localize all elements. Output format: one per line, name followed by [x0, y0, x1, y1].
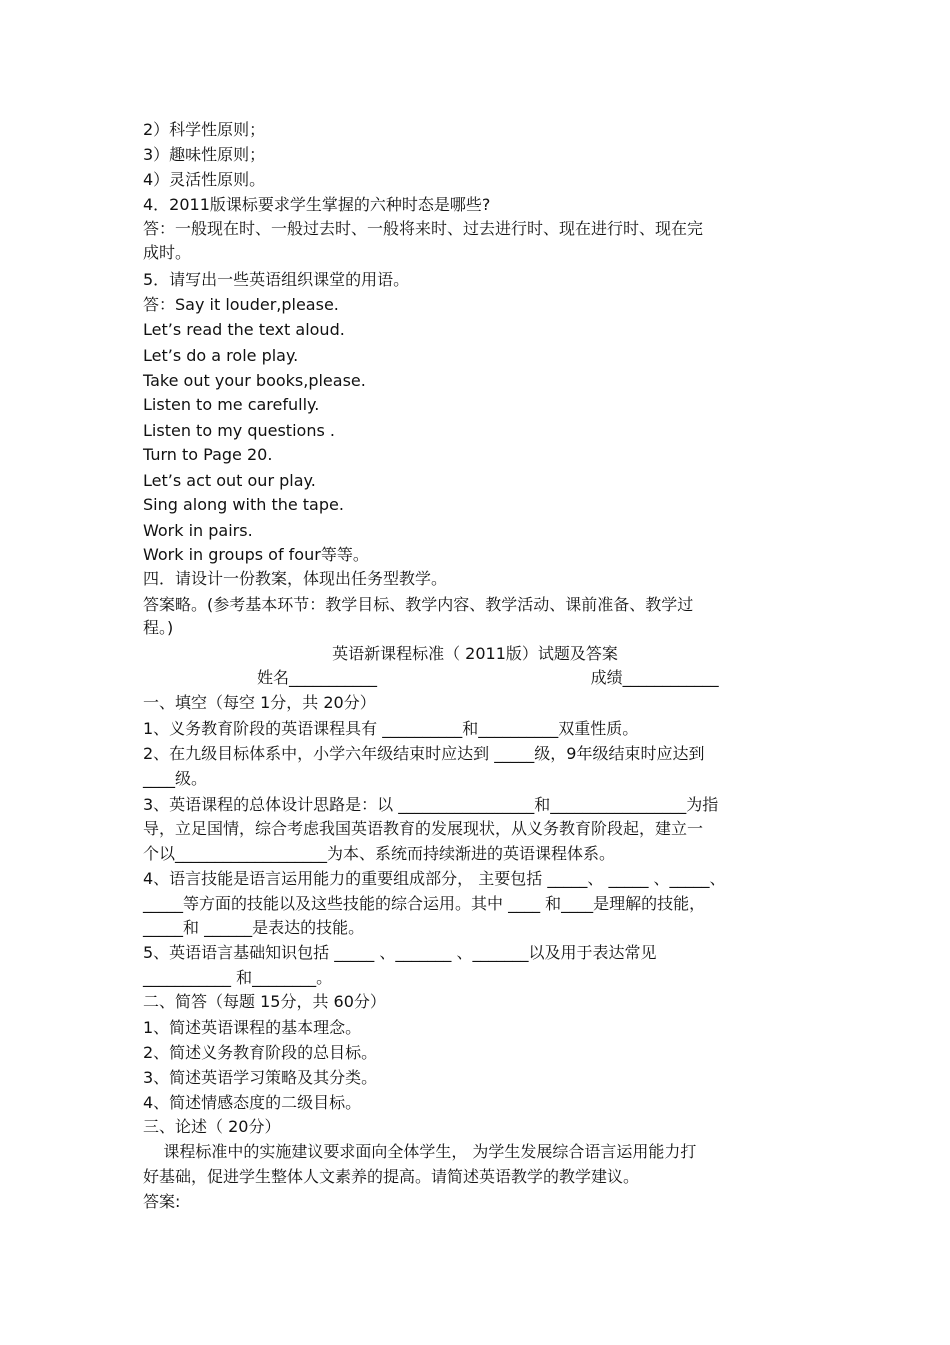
principle-3: 3）趣味性原则；	[143, 145, 266, 164]
classroom-phrase: Take out your books,please.	[143, 371, 366, 390]
answer-4-line-1: 答：一般现在时、一般过去时、一般将来时、过去进行时、现在进行时、现在完	[143, 219, 704, 238]
answer-4-line-2: 成时。	[143, 243, 192, 262]
fill-question-3-line-1: 3、英语课程的总体设计思路是：以 _________________和_________________为指	[143, 795, 719, 814]
answer-label: 答案:	[143, 1192, 181, 1211]
fill-question-2-line-1: 2、在九级目标体系中，小学六年级结束时应达到 _____级，9年级结束时应达到	[143, 744, 705, 763]
fill-question-3-line-3: 个以___________________为本、系统而持续渐进的英语课程体系。	[143, 844, 616, 863]
fill-question-1: 1、义务教育阶段的英语课程具有 __________和__________双重性质。	[143, 719, 639, 738]
classroom-phrase: Let’s act out our play.	[143, 471, 316, 490]
answer-5-line-1: 答：Say it louder,please.	[143, 295, 339, 314]
question-5: 5．请写出一些英语组织课堂的用语。	[143, 270, 410, 289]
classroom-phrase: Work in groups of four等等。	[143, 545, 369, 564]
part-1-heading: 一、填空（每空 1分，共 20分）	[143, 693, 376, 712]
part-3-heading: 三、论述（ 20分）	[143, 1117, 281, 1136]
fill-question-5-line-2: ___________ 和________。	[143, 968, 333, 987]
fill-question-2-line-2: ____级。	[143, 769, 208, 788]
essay-prompt-line-1: 课程标准中的实施建议要求面向全体学生， 为学生发展综合语言运用能力打	[143, 1142, 697, 1161]
section-4-heading: 四．请设计一份教案，体现出任务型教学。	[143, 569, 448, 588]
short-answer-3: 3、简述英语学习策略及其分类。	[143, 1068, 378, 1087]
classroom-phrase: Work in pairs.	[143, 521, 253, 540]
classroom-phrase: Listen to me carefully.	[143, 395, 320, 414]
section-4-answer-line-1: 答案略。(参考基本环节：教学目标、教学内容、教学活动、课前准备、教学过	[143, 595, 694, 614]
short-answer-4: 4、简述情感态度的二级目标。	[143, 1093, 362, 1112]
section-4-answer-line-2: 程。)	[143, 618, 174, 637]
fill-question-3-line-2: 导，立足国情，综合考虑我国英语教育的发展现状，从义务教育阶段起，建立一	[143, 819, 704, 838]
principle-2: 2）科学性原则；	[143, 120, 266, 139]
short-answer-2: 2、简述义务教育阶段的总目标。	[143, 1043, 378, 1062]
essay-prompt-line-2: 好基础，促进学生整体人文素养的提高。请简述英语教学的教学建议。	[143, 1167, 640, 1186]
classroom-phrase: Sing along with the tape.	[143, 495, 344, 514]
fill-question-4-line-2: _____等方面的技能以及这些技能的综合运用。其中 ____ 和____是理解的技能，	[143, 894, 706, 913]
question-4: 4．2011版课标要求学生掌握的六种时态是哪些?	[143, 195, 491, 214]
exam-title: 英语新课程标准（ 2011版）试题及答案	[332, 644, 618, 663]
fill-question-4-line-3: _____和 ______是表达的技能。	[143, 918, 365, 937]
name-score-line: 姓名___________ 成绩____________	[257, 668, 719, 687]
part-2-heading: 二、简答（每题 15分，共 60分）	[143, 992, 386, 1011]
short-answer-1: 1、简述英语课程的基本理念。	[143, 1018, 362, 1037]
classroom-phrase: Let’s do a role play.	[143, 346, 299, 365]
classroom-phrase: Let’s read the text aloud.	[143, 320, 345, 339]
principle-4: 4）灵活性原则。	[143, 170, 266, 189]
fill-question-4-line-1: 4、语言技能是语言运用能力的重要组成部分， 主要包括 _____、 _____ 、_____、	[143, 869, 726, 888]
classroom-phrase: Turn to Page 20.	[143, 445, 273, 464]
classroom-phrase: Listen to my questions .	[143, 421, 335, 440]
fill-question-5-line-1: 5、英语语言基础知识包括 _____ 、_______ 、_______以及用于表达常见	[143, 943, 657, 962]
